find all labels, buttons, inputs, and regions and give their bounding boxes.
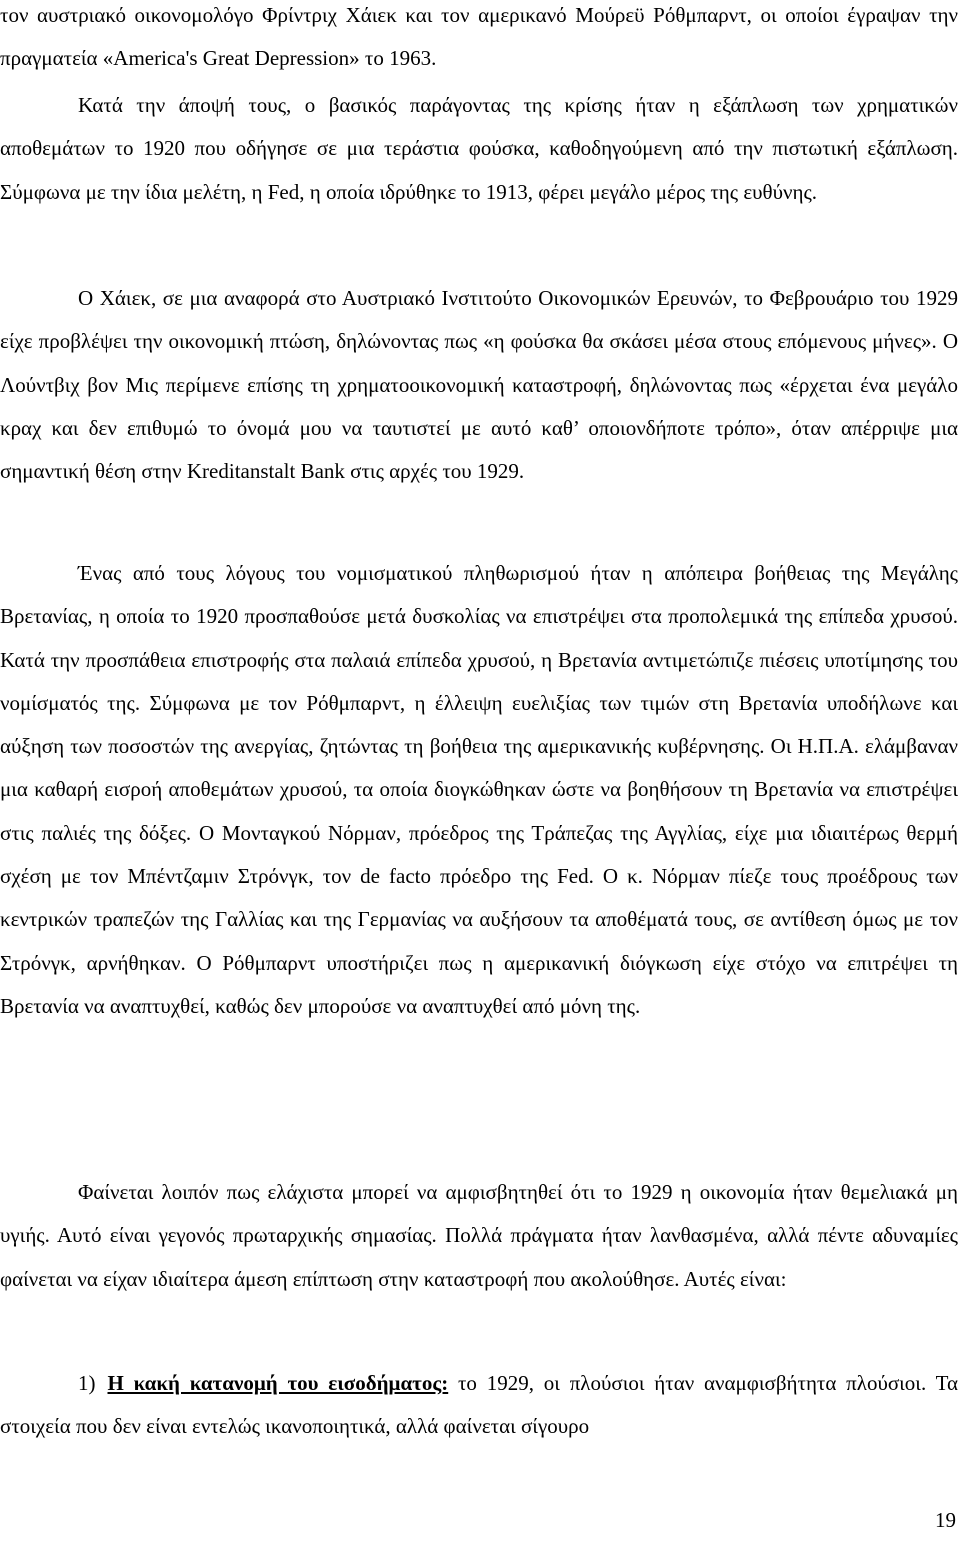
- paragraph-britain-gold: Ένας από τους λόγους του νομισματικού πληθωρισμού ήταν η απόπειρα βοήθειας της Μεγάλης Βρετανίας, η οποία το 1920 προσπαθούσε μετά δυσκολίας να επιστρέψει στα προπολεμικά της επίπεδα χρυσού. Κατά την προσπάθεια επιστροφής στα παλαιά επίπεδα χρυσού, η Βρετανία αντιμετώπιζε πιέσεις υποτίμησης του νομίσματός της. Σύμφωνα με τον Ρόθμπαρντ, η έλλειψη ευελιξίας των τιμών στη Βρετανία υποδήλωνε και αύξηση των ποσοστών της ανεργίας, ζητώντας τη βοήθεια της αμερικανικής κυβέρνησης. Οι Η.Π.Α. ελάμβαναν μια καθαρή εισροή αποθεμάτων χρυσού, τα οποία διογκώθηκαν ώστε να βοηθήσουν τη Βρετανία να επιστρέψει στις παλιές της δόξες. Ο Μονταγκού Νόρμαν, πρόεδρος της Τράπεζας της Αγγλίας, είχε μια ιδιαιτέρως θερμή σχέση με τον Μπέντζαμιν Στρόνγκ, τον de facto πρόεδρο της Fed. Ο κ. Νόρμαν πίεζε τους προέδρους των κεντρικών τραπεζών της Γαλλίας και της Γερμανίας να αυξήσουν τα αποθέματά τους, σε αντίθεση όμως με τον Στρόνγκ, αρνήθηκαν. Ο Ρόθμπαρντ υποστήριζει πως η αμερικανική διόγκωση είχε στόχο να επιτρέψει τη Βρετανία να αναπτυχθεί, καθώς δεν μπορούσε να αναπτυχθεί από μόνη της.: [0, 561, 958, 1018]
- paragraph-weaknesses-intro: Φαίνεται λοιπόν πως ελάχιστα μπορεί να αμφισβητηθεί ότι το 1929 η οικονομία ήταν θεμελιακά μη υγιής. Αυτό είναι γεγονός πρωταρχικής σημασίας. Πολλά πράγματα ήταν λανθασμένα, αλλά πέντε αδυναμίες φαίνεται να είχαν ιδιαίτερα άμεση επίπτωση στην καταστροφή που ακολούθησε. Αυτές είναι:: [0, 1180, 958, 1291]
- paragraph-continuation: τον αυστριακό οικονομολόγο Φρίντριχ Χάιεκ και τον αμερικανό Μούρεϋ Ρόθμπαρντ, οι οποίοι έγραψαν την πραγματεία «America's Great Depression» το 1963.: [0, 3, 958, 71]
- list-item-heading: Η κακή κατανομή του εισοδήματος:: [107, 1371, 449, 1395]
- paragraph-hayek-prediction: Ο Χάιεκ, σε μια αναφορά στο Αυστριακό Ινστιτούτο Οικονομικών Ερευνών, το Φεβρουάριο του 1929 είχε προβλέψει την οικονομική πτώση, δηλώνοντας πως «η φούσκα θα σκάσει μέσα στους επόμενους μήνες». Ο Λούντβιχ βον Μις περίμενε επίσης τη χρηματοοικονομική καταστροφή, δηλώνοντας πως «έρχεται ένα μεγάλο κραχ και δεν επιθυμώ το όνομά μου να ταυτιστεί με αυτό καθ’ οποιονδήποτε τρόπο», όταν απέρριψε μια σημαντική θέση στην Kreditanstalt Bank στις αρχές του 1929.: [0, 286, 958, 484]
- list-item-number: 1): [78, 1371, 96, 1395]
- page-number: 19: [935, 1508, 956, 1532]
- list-item-text: το 1929, οι πλούσιοι ήταν αναμφισβήτητα πλούσιοι. Τα στοιχεία που δεν είναι εντελώς ικανοποιητικά, αλλά φαίνεται σίγουρο: [0, 1371, 958, 1439]
- paragraph-crisis-cause: Κατά την άποψή τους, ο βασικός παράγοντας της κρίσης ήταν η εξάπλωση των χρηματικών αποθεμάτων το 1920 που οδήγησε σε μια τεράστια φούσκα, καθοδηγούμενη από την πιστωτική εξάπλωση. Σύμφωνα με την ίδια μελέτη, η Fed, η οποία ιδρύθηκε το 1913, φέρει μεγάλο μέρος της ευθύνης.: [0, 93, 958, 204]
- list-item-income-distribution: [0, 1362, 958, 1449]
